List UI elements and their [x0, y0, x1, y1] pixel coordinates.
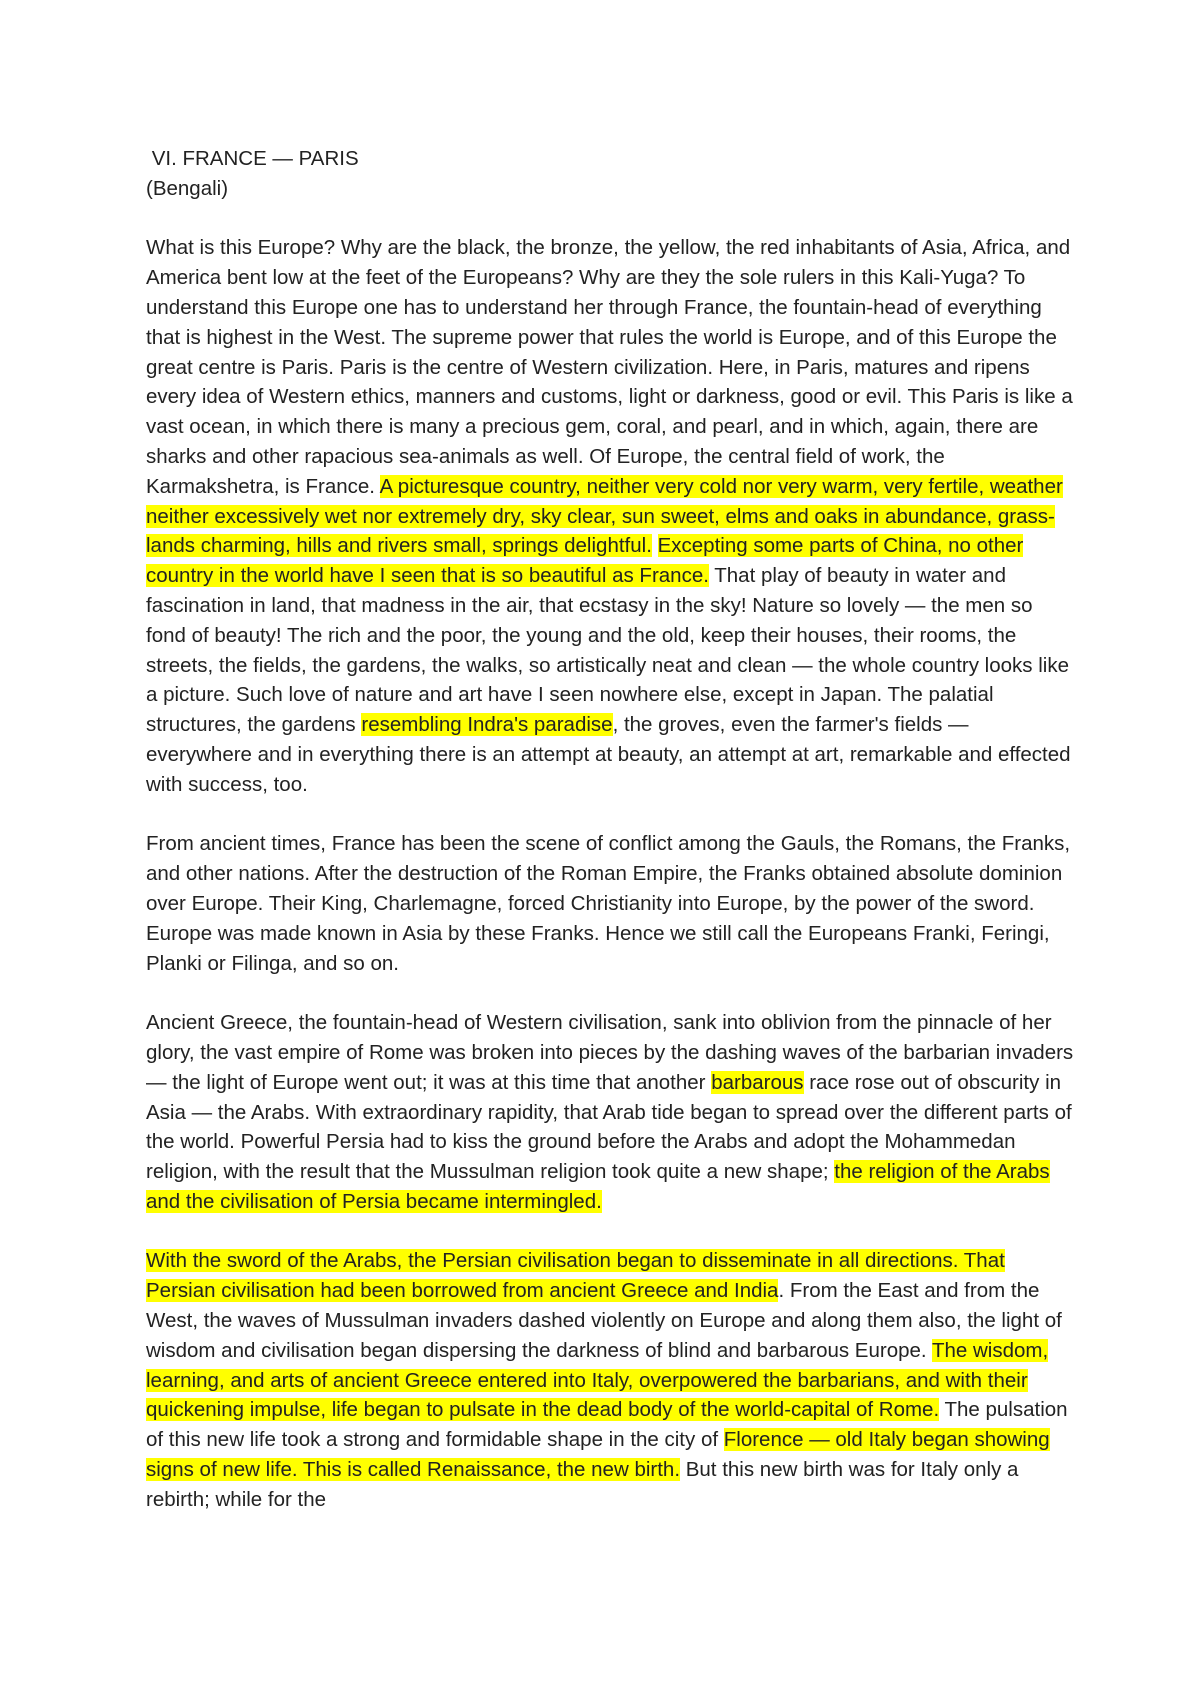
- document-title: VI. FRANCE — PARIS: [146, 147, 359, 170]
- paragraph-text: Ancient Greece, the fountain-head of Western civilisation, sank into oblivion from the pinnacle of her glory, the vast empire of Rome was broken into pieces by the dashing waves of the barbarian invaders — the light of Europe went out; it was at this time that another: [146, 1011, 1074, 1094]
- paragraph-text: What is this Europe? Why are the black, the bronze, the yellow, the red inhabitants of Asia, Africa, and America bent low at the feet of the Europeans? Why are they the sole rulers in this Kali-Yuga? To understand this Europe one has to understand her through France, the fountain-head of everything that is highest in the West. The supreme power that rules the world is Europe, and of this Europe the great centre is Paris. Paris is the centre of Western civilization. Here, in Paris, matures and ripens every idea of Western ethics, manners and customs, light or darkness, good or evil. This Paris is like a vast ocean, in which there is many a precious gem, coral, and pearl, and in which, again, there are sharks and other rapacious sea-animals as well. Of Europe, the central field of work, the Karmakshetra, is France.: [146, 236, 1073, 498]
- body-paragraph: [146, 1246, 1076, 1514]
- highlighted-text: A picturesque country, neither very cold nor very warm, very fertile, weather neither excessively wet nor extremely dry, sky clear, sun sweet, elms and oaks in abundance, grass-lands charming, hills and rivers small, springs delightful.: [146, 474, 1063, 558]
- highlighted-text: The wisdom, learning, and arts of ancient Greece entered into Italy, overpowered the barbarians, and with their quickening impulse, life began to pulsate in the dead body of the world-capital of Rome.: [146, 1338, 1049, 1422]
- document-page: [146, 144, 1076, 1515]
- paragraph-text: . From the East and from the West, the waves of Mussulman invaders dashed violently on Europe and along them also, the light of wisdom and civilisation began dispersing the darkness of blind and barbarous Europe.: [146, 1279, 1062, 1362]
- body-paragraph: [146, 829, 1076, 978]
- document-subtitle: (Bengali): [146, 176, 229, 200]
- body-paragraph: [146, 233, 1076, 799]
- body-paragraph: [146, 1008, 1076, 1217]
- paragraph-text: [652, 534, 658, 557]
- highlighted-text: resembling Indra's paradise: [361, 713, 613, 737]
- paragraph-text: That play of beauty in water and fascination in land, that madness in the air, that ecstasy in the sky! Nature so lovely — the men so fond of beauty! The rich and the poor, the young and the old, keep their houses, their rooms, the streets, the fields, the gardens, the walks, so artistically neat and clean — the whole country looks like a picture. Such love of nature and art have I seen nowhere else, except in Japan. The palatial structures, the gardens: [146, 564, 1069, 737]
- highlighted-text: With the sword of the Arabs, the Persian civilisation began to disseminate in all directions. That Persian civilisation had been borrowed from ancient Greece and India: [146, 1249, 1005, 1303]
- highlighted-text: the religion of the Arabs and the civilisation of Persia became intermingled.: [146, 1160, 1050, 1213]
- paragraph-text: race rose out of obscurity in Asia — the Arabs. With extraordinary rapidity, that Arab tide began to spread over the different parts of the world. Powerful Persia had to kiss the ground before the Arabs and adopt the Mohammedan religion, with the result that the Mussulman religion took quite a new shape;: [146, 1070, 1072, 1184]
- highlighted-text: barbarous: [711, 1070, 804, 1094]
- document-body: [146, 233, 1076, 1514]
- highlighted-text: Excepting some parts of China, no other country in the world have I seen that is so beautiful as France.: [146, 534, 1024, 588]
- paragraph-text: From ancient times, France has been the scene of conflict among the Gauls, the Romans, the Franks, and other nations. After the destruction of the Roman Empire, the Franks obtained absolute dominion over Europe. Their King, Charlemagne, forced Christianity into Europe, by the power of the sword. Europe was made known in Asia by these Franks. Hence we still call the Europeans Franki, Feringi, Planki or Filinga, and so on.: [146, 832, 1071, 975]
- paragraph-text: , the groves, even the farmer's fields — everywhere and in everything there is an attempt at beauty, an attempt at art, remarkable and effected with success, too.: [146, 713, 1071, 796]
- paragraph-text: But this new birth was for Italy only a rebirth; while for the: [146, 1458, 1019, 1511]
- highlighted-text: Florence — old Italy began showing signs of new life. This is called Renaissance, the new birth.: [146, 1428, 1050, 1482]
- paragraph-text: The pulsation of this new life took a strong and formidable shape in the city of: [146, 1398, 1068, 1452]
